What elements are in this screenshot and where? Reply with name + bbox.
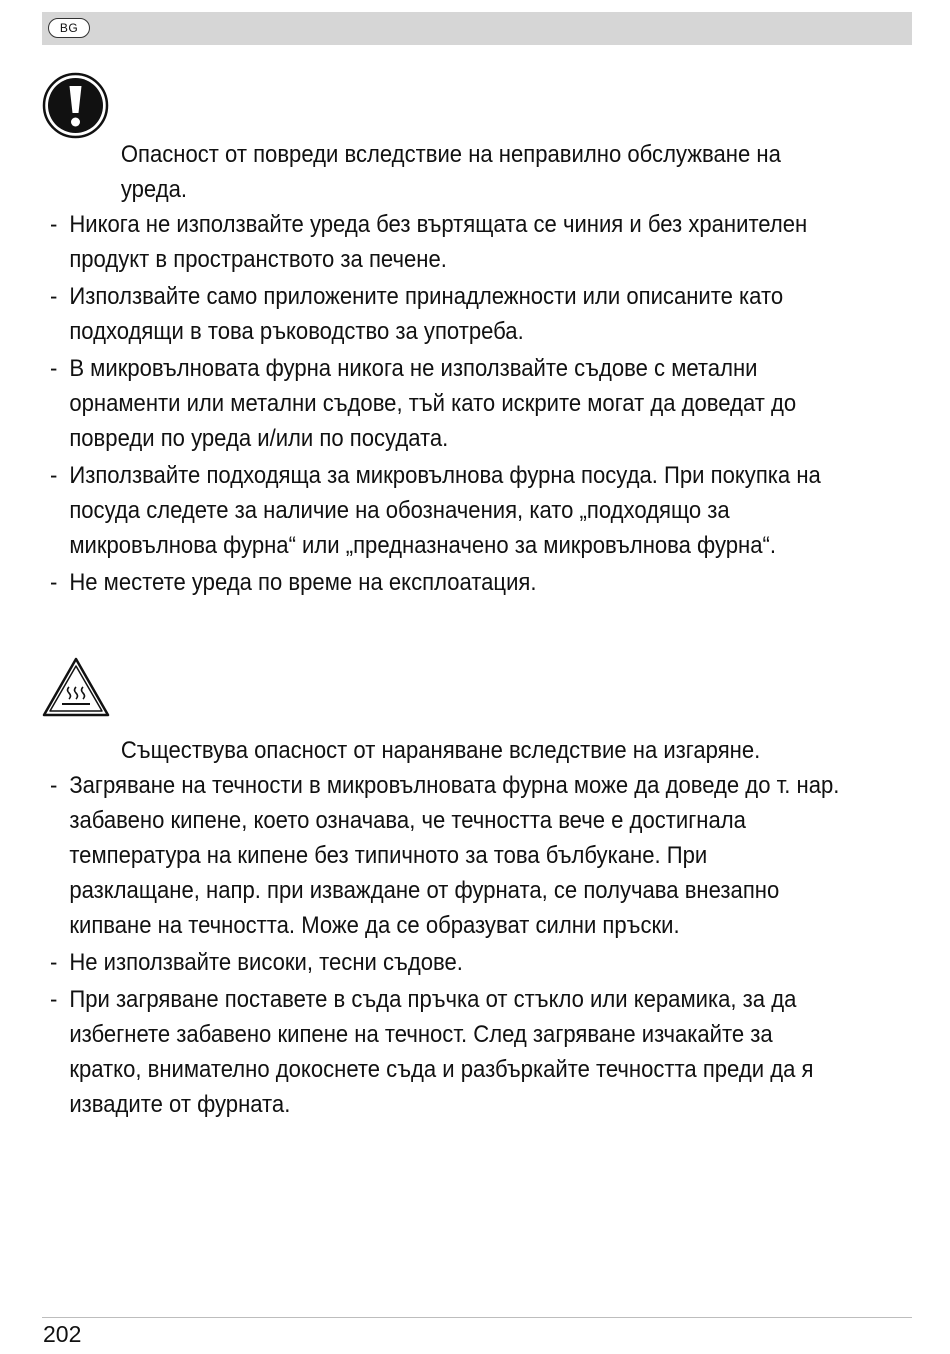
list-dash: -	[50, 462, 58, 489]
list-dash: -	[50, 772, 58, 799]
burn-section	[50, 733, 843, 1124]
list-dash: -	[50, 986, 58, 1013]
list-dash: -	[50, 569, 58, 596]
list-dash: -	[50, 283, 58, 310]
list-dash: -	[50, 211, 58, 238]
hot-surface-warning-icon	[42, 657, 110, 717]
page-number: 202	[43, 1321, 82, 1347]
list-item: - Загряване на течности в микровълновата фурна може да доведе до т. нар. забавено кипене, което означава, че течността вече е достигнала температура на кипене без типичното за това бълбукане. При разклащане, напр. при изваждане от фурната, се получава внезапно кипване на течността. Може да се образуват силни пръски.	[50, 768, 843, 943]
danger-lead-text: Опасност от повреди вследствие на неправилно обслужване на уреда.	[120, 141, 781, 203]
danger-section	[50, 137, 843, 602]
list-dash: -	[50, 355, 58, 382]
burn-list	[50, 768, 843, 1122]
header-bar	[42, 12, 912, 45]
footer-divider	[42, 1317, 912, 1318]
list-dash: -	[50, 949, 58, 976]
list-item: - Използвайте само приложените принадлежности или описаните като подходящи в това ръководство за употреба.	[50, 279, 843, 349]
list-item: - Не използвайте високи, тесни съдове.	[50, 945, 843, 980]
list-item: - Използвайте подходяща за микровълнова фурна посуда. При покупка на посуда следете за наличие на обозначения, като „подходящо за микровълнова фурна“ или „предназначено за микровълнова фурна“.	[50, 458, 843, 563]
list-item: - При загряване поставете в съда пръчка от стъкло или керамика, за да избегнете забавено кипене на течност. След загряване изчакайте за кратко, внимателно докоснете съда и разбъркайте течността преди да я извадите от фурната.	[50, 982, 843, 1122]
burn-lead-text: Съществува опасност от нараняване вследствие на изгаряне.	[120, 737, 761, 764]
list-item: - Не местете уреда по време на експлоатация.	[50, 565, 843, 600]
list-item: - Никога не използвайте уреда без въртящата се чиния и без хранителен продукт в пространството за печене.	[50, 207, 843, 277]
danger-list	[50, 207, 843, 600]
list-item: - В микровълновата фурна никога не използвайте съдове с метални орнаменти или метални съдове, тъй като искрите могат да доведат до повреди по уреда и/или по посудата.	[50, 351, 843, 456]
language-badge: BG	[48, 18, 90, 38]
exclamation-warning-icon	[42, 72, 109, 139]
